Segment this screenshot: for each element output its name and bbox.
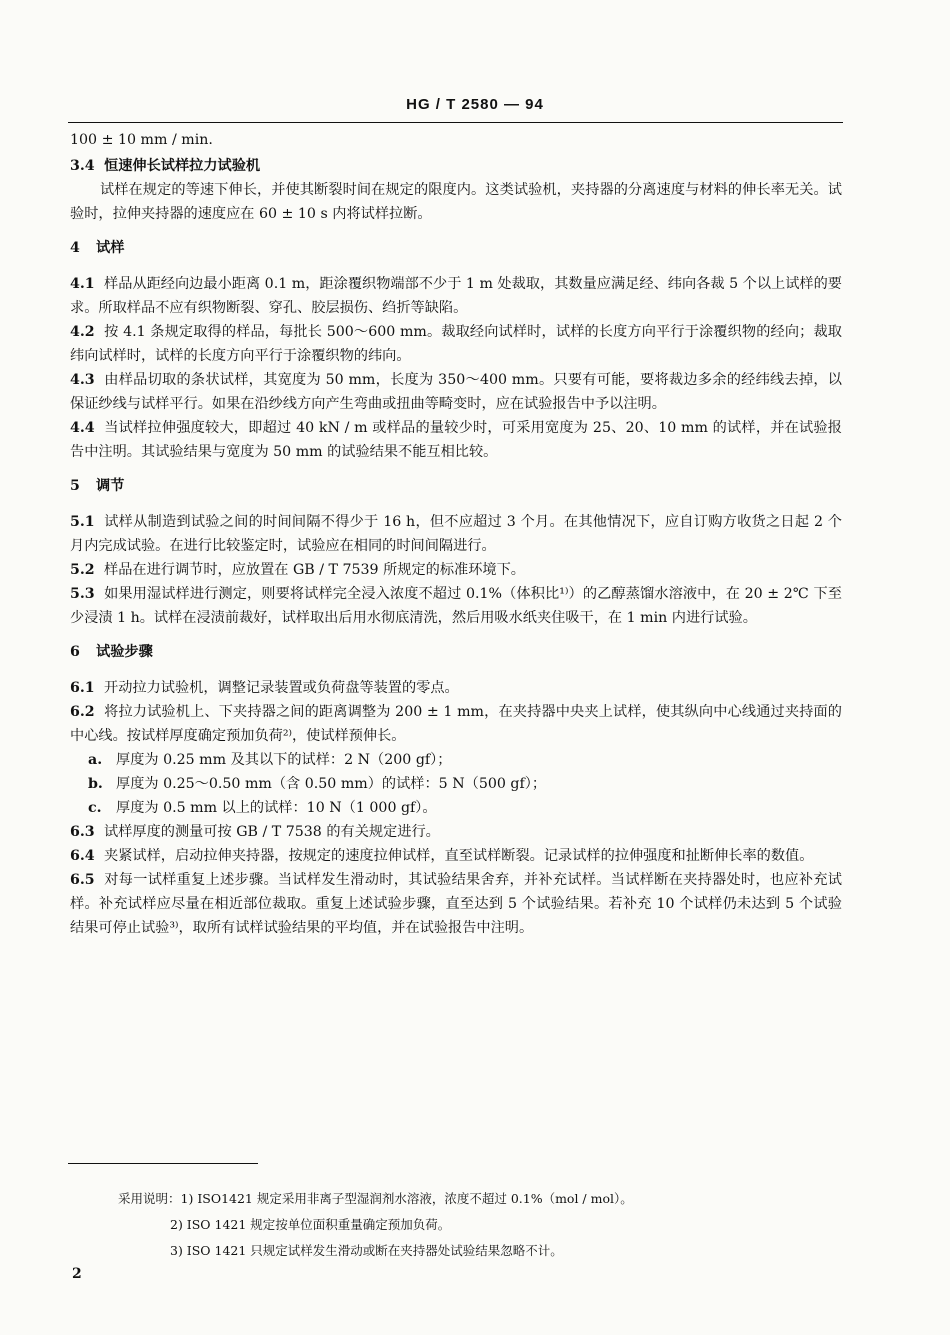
list-text: 厚度为 0.25～0.50 mm（含 0.50 mm）的试样：5 N（500 gf）；	[116, 776, 547, 792]
clause-number: 4.4	[70, 420, 95, 436]
clause-text: 夹紧试样，启动拉伸夹持器，按规定的速度拉伸试样，直至试样断裂。记录试样的拉伸强度和扯断伸长率的数值。	[104, 848, 814, 864]
footnote-text: 1) ISO1421 规定采用非离子型湿润剂水溶液，浓度不超过 0.1%（mol / mol）。	[180, 1191, 633, 1206]
list-text: 厚度为 0.5 mm 以上的试样：10 N（1 000 gf）。	[116, 800, 437, 816]
header-rule	[68, 122, 843, 123]
clause-6-1	[70, 676, 842, 700]
footnotes	[118, 1186, 818, 1264]
clause-5-2	[70, 558, 842, 582]
page-number: 2	[72, 1266, 82, 1282]
clause-number: 5.1	[70, 514, 95, 530]
clause-number: 4.3	[70, 372, 95, 388]
section-title: 恒速伸长试样拉力试验机	[104, 158, 261, 174]
section-number: 4	[70, 240, 80, 256]
clause-text: 样品从距经向边最小距离 0.1 m，距涂覆织物端部不少于 1 m 处裁取，其数量应满足经、纬向各裁 5 个以上试样的要求。所取样品不应有织物断裂、穿孔、胶层损伤、绉折等缺陷。	[70, 276, 842, 316]
clause-text: 按 4.1 条规定取得的样品，每批长 500～600 mm。裁取经向试样时，试样的长度方向平行于涂覆织物的经向；裁取纬向试样时，试样的长度方向平行于涂覆织物的纬向。	[70, 324, 842, 364]
section-3-4-heading	[70, 154, 842, 178]
clause-text: 开动拉力试验机，调整记录装置或负荷盘等装置的零点。	[104, 680, 459, 696]
clause-4-1	[70, 272, 842, 320]
clause-4-4	[70, 416, 842, 464]
clause-number: 5.2	[70, 562, 95, 578]
section-number: 5	[70, 478, 80, 494]
section-5-heading	[70, 474, 842, 498]
list-item	[70, 748, 842, 772]
clause-text: 如果用湿试样进行测定，则要将试样完全浸入浓度不超过 0.1%（体积比¹⁾）的乙醇蒸馏水溶液中，在 20 ± 2℃ 下至少浸渍 1 h。试样在浸渍前裁好，试样取出后用水彻底清洗，然后用吸水纸夹住吸干，在 1 min 内进行试验。	[70, 586, 842, 626]
list-text: 厚度为 0.25 mm 及其以下的试样：2 N（200 gf）；	[116, 752, 452, 768]
clause-6-3	[70, 820, 842, 844]
clause-6-2	[70, 700, 842, 748]
clause-text: 样品在进行调节时，应放置在 GB / T 7539 所规定的标准环境下。	[104, 562, 525, 578]
section-title: 试验步骤	[96, 644, 153, 660]
footnote-2: 2) ISO 1421 规定按单位面积重量确定预加负荷。	[170, 1217, 451, 1232]
list-marker: a.	[88, 752, 103, 768]
clause-text: 对每一试样重复上述步骤。当试样发生滑动时，其试验结果舍弃，并补充试样。当试样断在夹持器处时，也应补充试样。补充试样应尽量在相近部位裁取。重复上述试验步骤，直至达到 5 个试验结果。若补充 10 个试样仍未达到 5 个试验结果可停止试验³⁾，取所有试样试验结果的平均值，并在试验报告中注明。	[70, 872, 842, 936]
clause-6-5	[70, 868, 842, 940]
clause-number: 4.1	[70, 276, 95, 292]
clause-number: 5.3	[70, 586, 95, 602]
section-4-heading	[70, 236, 842, 260]
clause-5-1	[70, 510, 842, 558]
page-header-standard-code: HG / T 2580 — 94	[406, 96, 544, 113]
continuation-line: 100 ± 10 mm / min.	[70, 132, 213, 148]
list-marker: b.	[88, 776, 103, 792]
clause-text: 由样品切取的条状试样，其宽度为 50 mm，长度为 350～400 mm。只要有可能，要将裁边多余的经纬线去掉，以保证纱线与试样平行。如果在沿纱线方向产生弯曲或扭曲等畸变时，应在试验报告中予以注明。	[70, 372, 842, 412]
section-6-heading	[70, 640, 842, 664]
clause-text: 将拉力试验机上、下夹持器之间的距离调整为 200 ± 1 mm，在夹持器中央夹上试样，使其纵向中心线通过夹持面的中心线。按试样厚度确定预加负荷²⁾，使试样预伸长。	[70, 704, 842, 744]
footnote-1	[118, 1186, 818, 1212]
clause-number: 6.1	[70, 680, 95, 696]
section-3-4-text: 试样在规定的等速下伸长，并使其断裂时间在规定的限度内。这类试验机，夹持器的分离速度与材料的伸长率无关。试验时，拉伸夹持器的速度应在 60 ± 10 s 内将试样拉断。	[70, 182, 842, 222]
document-body	[70, 128, 842, 940]
clause-number: 6.4	[70, 848, 95, 864]
clause-number: 4.2	[70, 324, 95, 340]
clause-text: 试样厚度的测量可按 GB / T 7538 的有关规定进行。	[104, 824, 440, 840]
clause-6-4	[70, 844, 842, 868]
clause-text: 试样从制造到试验之间的时间间隔不得少于 16 h，但不应超过 3 个月。在其他情况下，应自订购方收货之日起 2 个月内完成试验。在进行比较鉴定时，试验应在相同的时间间隔进行。	[70, 514, 842, 554]
section-title: 调节	[96, 478, 125, 494]
clause-number: 6.5	[70, 872, 95, 888]
list-item	[70, 772, 842, 796]
clause-4-3	[70, 368, 842, 416]
section-number: 6	[70, 644, 80, 660]
clause-number: 6.3	[70, 824, 95, 840]
footnote-label: 采用说明：	[118, 1191, 181, 1206]
clause-4-2	[70, 320, 842, 368]
footnote-3: 3) ISO 1421 只规定试样发生滑动或断在夹持器处试验结果忽略不计。	[170, 1243, 563, 1258]
list-marker: c.	[88, 800, 102, 816]
section-title: 试样	[96, 240, 125, 256]
clause-5-3	[70, 582, 842, 630]
section-number: 3.4	[70, 158, 95, 174]
footnote-rule	[68, 1163, 258, 1164]
list-item	[70, 796, 842, 820]
clause-number: 6.2	[70, 704, 95, 720]
clause-text: 当试样拉伸强度较大，即超过 40 kN / m 或样品的量较少时，可采用宽度为 25、20、10 mm 的试样，并在试验报告中注明。其试验结果与宽度为 50 mm 的试验结果不能互相比较。	[70, 420, 842, 460]
